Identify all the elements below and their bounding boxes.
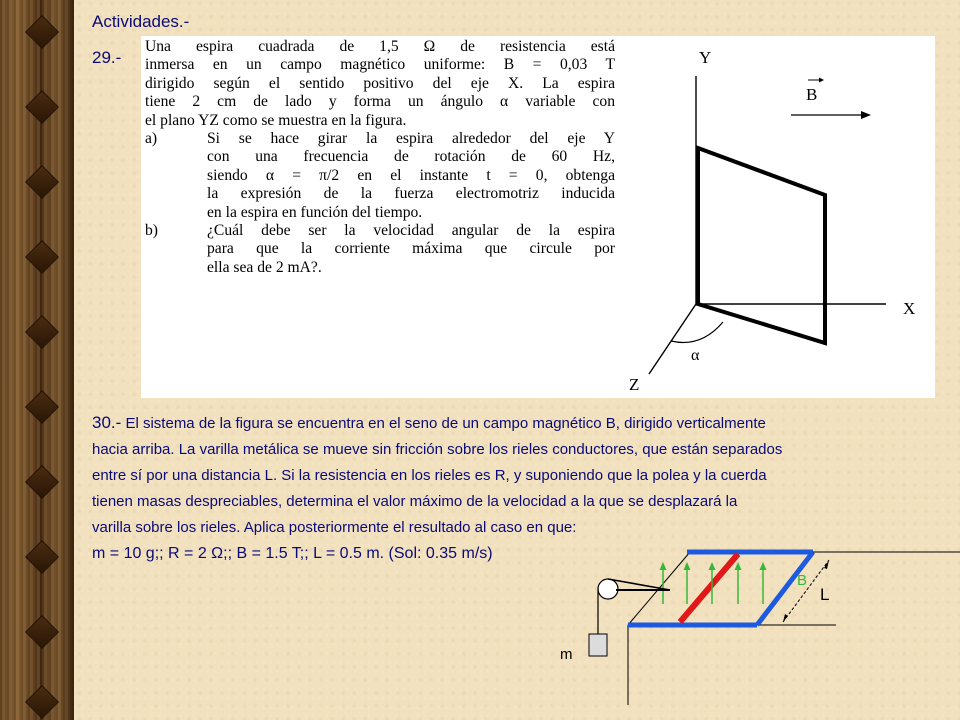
part-b-line: ¿Cuál debe ser la velocidad angular de la espira	[207, 222, 615, 240]
diamond-ornament	[25, 685, 59, 719]
part-a-line: la expresión de la fuerza electromotriz inducida	[207, 185, 615, 203]
part-a	[145, 130, 615, 222]
problem-29-scan	[141, 36, 935, 398]
rail-rod-figure	[540, 545, 960, 720]
diamond-ornament	[25, 315, 59, 349]
field-arrowhead	[709, 562, 716, 570]
problem-29-line: Una espira cuadrada de 1,5 Ω de resistencia está	[145, 38, 615, 55]
square-loop	[698, 148, 825, 343]
diamond-ornament	[25, 90, 59, 124]
b-field-arrowhead	[861, 111, 871, 119]
part-b-label: b)	[145, 222, 158, 240]
part-b-line: ella sea de 2 mA?.	[207, 258, 322, 276]
border-edge	[72, 0, 74, 720]
problem-30-line: varilla sobre los rieles. Aplica posteriormente el resultado al caso en que:	[92, 519, 577, 536]
diamond-ornament	[25, 615, 59, 649]
y-axis-label: Y	[699, 48, 712, 67]
field-arrowhead	[760, 562, 767, 570]
problem-29-line: dirigido según el sentido positivo del eje X. La espira	[145, 74, 615, 92]
part-b	[145, 222, 615, 277]
length-dimension-tail	[783, 614, 788, 622]
diamond-ornament	[25, 240, 59, 274]
pulley	[598, 579, 618, 599]
length-label: L	[820, 585, 830, 604]
problem-29-line: inmersa en un campo magnético uniforme: B = 0,03 T	[145, 56, 615, 74]
part-b-line: para que la corriente máxima que circule por	[207, 240, 615, 258]
length-dimension-head	[824, 560, 829, 569]
problem-30-line: tienen masas despreciables, determina el valor máximo de la velocidad a la que se desplazará la	[92, 493, 738, 510]
decorative-wood-border	[0, 0, 72, 720]
problem-30-line	[92, 410, 954, 437]
part-a-line: con una frecuencia de rotación de 60 Hz,	[207, 148, 615, 166]
part-a-line: Si se hace girar la espira alrededor del eje Y	[207, 130, 615, 148]
rotating-loop-figure	[631, 36, 935, 398]
part-a-label: a)	[145, 130, 158, 148]
b-field-label: B	[806, 85, 818, 104]
problem-29-text	[145, 38, 615, 277]
field-label: B	[797, 572, 808, 589]
problem-29-number: 29.-	[92, 48, 122, 67]
problem-30-line: hacia arriba. La varilla metálica se mueve sin fricción sobre los rieles conductores, que están separados	[92, 441, 783, 458]
problem-29-line: tiene 2 cm de lado y forma un ángulo α variable con	[145, 93, 615, 111]
angle-label: α	[691, 347, 700, 364]
field-arrowhead	[684, 562, 691, 570]
problem-30-number: 30.-	[92, 413, 122, 432]
angle-arc	[671, 322, 723, 342]
problem-30-line: entre sí por una distancia L. Si la resistencia en los rieles es R, y suponiendo que la polea y la cuerda	[92, 467, 767, 484]
z-axis	[649, 304, 696, 374]
z-axis-label: Z	[629, 375, 640, 394]
diamond-ornament	[25, 465, 59, 499]
mass-label: m	[560, 646, 573, 663]
b-vector-bar-head	[819, 78, 824, 83]
field-arrowhead	[735, 562, 742, 570]
diamond-ornament	[25, 390, 59, 424]
diamond-ornament	[25, 165, 59, 199]
problem-30-line-text: El sistema de la figura se encuentra en el seno de un campo magnético B, dirigido verticalmente	[125, 415, 766, 432]
diamond-ornament	[25, 540, 59, 574]
x-axis-label: X	[903, 299, 916, 318]
part-a-line: en la espira en función del tiempo.	[207, 203, 423, 221]
diamond-ornament	[25, 15, 59, 49]
field-arrowhead	[660, 562, 667, 570]
page-heading: Actividades.-	[92, 12, 190, 31]
problem-29-line: el plano YZ como se muestra en la figura.	[145, 111, 407, 129]
problem-30-text	[92, 410, 954, 567]
part-a-line: siendo α = π/2 en el instante t = 0, obtenga	[207, 166, 615, 184]
hanging-mass	[589, 634, 607, 656]
problem-30-data-line: m = 10 g;; R = 2 Ω;; B = 1.5 T;; L = 0.5 m. (Sol: 0.35 m/s)	[92, 545, 493, 562]
sliding-rod	[680, 554, 738, 622]
